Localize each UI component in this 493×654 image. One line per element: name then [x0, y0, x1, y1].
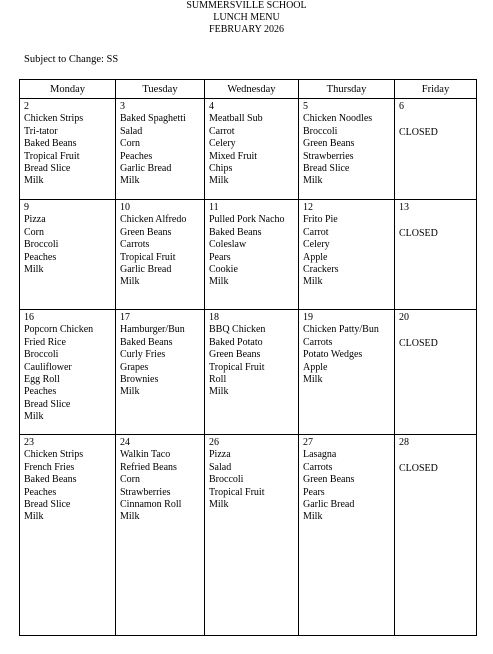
menu-item: Popcorn Chicken [24, 324, 94, 336]
menu-item: Garlic Bread [120, 264, 172, 276]
menu-item: Baked Beans [120, 336, 173, 348]
menu-item: Coleslaw [209, 239, 247, 251]
menu-item: Bread Slice [24, 398, 71, 410]
menu-item: Celery [209, 138, 236, 150]
menu-item: Milk [24, 264, 44, 276]
subject-note: Subject to Change: SS [24, 54, 119, 65]
menu-item: Green Beans [303, 474, 355, 486]
day-date: 26 [209, 437, 219, 448]
menu-item: Milk [120, 276, 140, 288]
week-row [20, 310, 477, 435]
day-date: 4 [209, 101, 214, 112]
menu-item: Celery [303, 239, 330, 251]
menu-item: Milk [120, 175, 140, 187]
menu-item: Green Beans [120, 226, 172, 238]
menu-item: Baked Beans [24, 474, 77, 486]
menu-item: Tropical Fruit [120, 251, 176, 263]
closed-label: CLOSED [399, 463, 438, 475]
menu-item: Grapes [120, 361, 149, 373]
day-cell [205, 435, 299, 636]
menu-item: French Fries [24, 461, 75, 473]
menu-item: Mixed Fruit [209, 150, 258, 162]
day-cell [20, 310, 116, 435]
day-cell [205, 99, 299, 200]
day-cell [395, 200, 477, 310]
menu-item: Peaches [24, 486, 57, 498]
menu-item: Pears [209, 251, 231, 263]
menu-item: Baked Potato [209, 336, 263, 348]
menu-item: Green Beans [303, 138, 355, 150]
menu-item: Milk [303, 374, 323, 386]
day-date: 18 [209, 312, 219, 323]
menu-item: Milk [24, 175, 44, 187]
menu-title: LUNCH MENU [213, 12, 280, 23]
menu-item: Curly Fries [120, 349, 166, 361]
menu-item: Chicken Strips [24, 113, 84, 125]
day-cell [116, 200, 205, 310]
menu-item: Fried Rice [24, 336, 66, 348]
day-date: 16 [24, 312, 34, 323]
menu-item: Refried Beans [120, 461, 177, 473]
menu-item: Carrots [303, 461, 333, 473]
menu-item: Hamburger/Bun [120, 324, 185, 336]
menu-item: Chicken Patty/Bun [303, 324, 379, 336]
menu-month: FEBRUARY 2026 [209, 24, 284, 35]
menu-item: Milk [120, 386, 140, 398]
week-row [20, 99, 477, 200]
menu-item: Salad [209, 461, 232, 473]
menu-item: Milk [209, 276, 229, 288]
school-name: SUMMERSVILLE SCHOOL [186, 0, 307, 11]
menu-item: Walkin Taco [120, 449, 171, 461]
day-date: 9 [24, 202, 29, 213]
day-cell [205, 310, 299, 435]
day-cell [395, 435, 477, 636]
menu-item: Brownies [120, 374, 159, 386]
menu-item: Baked Beans [209, 226, 262, 238]
menu-item: Bread Slice [24, 163, 71, 175]
day-date: 13 [399, 202, 409, 213]
menu-item: Cookie [209, 264, 238, 276]
week-row [20, 435, 477, 636]
day-cell [299, 200, 395, 310]
day-header-monday: Monday [20, 80, 116, 99]
day-cell [20, 435, 116, 636]
menu-item: Pizza [209, 449, 231, 461]
menu-item: Carrot [209, 125, 235, 137]
header-row [20, 80, 477, 99]
menu-item: Apple [303, 361, 328, 373]
day-cell [299, 99, 395, 200]
day-cell [116, 435, 205, 636]
day-cell [395, 310, 477, 435]
menu-item: Chicken Strips [24, 449, 84, 461]
menu-item: Potato Wedges [303, 349, 363, 361]
closed-label: CLOSED [399, 228, 438, 240]
menu-item: Green Beans [209, 349, 261, 361]
menu-item: Cinnamon Roll [120, 499, 182, 511]
menu-item: Corn [24, 226, 44, 238]
day-cell [299, 310, 395, 435]
menu-item: Garlic Bread [120, 163, 172, 175]
menu-item: Garlic Bread [303, 499, 355, 511]
menu-item: Peaches [120, 150, 153, 162]
menu-item: Roll [209, 374, 227, 386]
menu-item: Broccoli [209, 474, 244, 486]
day-cell [205, 200, 299, 310]
menu-item: Baked Spaghetti [120, 113, 186, 125]
day-date: 23 [24, 437, 34, 448]
closed-label: CLOSED [399, 338, 438, 350]
menu-item: Tropical Fruit [209, 361, 265, 373]
day-cell [395, 99, 477, 200]
menu-item: Milk [120, 511, 140, 523]
menu-item: Corn [120, 474, 140, 486]
day-header-tuesday: Tuesday [116, 80, 205, 99]
menu-item: Frito Pie [303, 214, 338, 226]
day-header-friday: Friday [395, 80, 477, 99]
day-date: 12 [303, 202, 313, 213]
menu-item: Salad [120, 125, 143, 137]
day-date: 2 [24, 101, 29, 112]
menu-item: Milk [209, 499, 229, 511]
closed-label: CLOSED [399, 127, 438, 139]
menu-table [19, 79, 477, 636]
day-date: 20 [399, 312, 409, 323]
menu-item: Milk [209, 386, 229, 398]
menu-item: Strawberries [120, 486, 171, 498]
menu-item: Meatball Sub [209, 113, 263, 125]
menu-item: Pears [303, 486, 325, 498]
day-cell [299, 435, 395, 636]
menu-item: Cauliflower [24, 361, 72, 373]
menu-item: Pizza [24, 214, 46, 226]
menu-item: Broccoli [24, 239, 59, 251]
day-cell [20, 200, 116, 310]
week-row [20, 200, 477, 310]
menu-item: Broccoli [303, 125, 338, 137]
menu-item: Corn [120, 138, 140, 150]
day-header-thursday: Thursday [299, 80, 395, 99]
menu-item: Chicken Noodles [303, 113, 373, 125]
menu-item: Bread Slice [303, 163, 350, 175]
menu-item: Broccoli [24, 349, 59, 361]
menu-item: BBQ Chicken [209, 324, 266, 336]
menu-item: Peaches [24, 251, 57, 263]
day-cell [116, 99, 205, 200]
menu-item: Milk [303, 511, 323, 523]
menu-item: Chips [209, 163, 233, 175]
menu-item: Carrot [303, 226, 329, 238]
day-date: 10 [120, 202, 130, 213]
day-date: 6 [399, 101, 404, 112]
menu-item: Milk [24, 511, 44, 523]
menu-item: Milk [303, 276, 323, 288]
menu-item: Chicken Alfredo [120, 214, 187, 226]
menu-item: Milk [303, 175, 323, 187]
day-date: 17 [120, 312, 130, 323]
menu-item: Tropical Fruit [24, 150, 80, 162]
day-date: 27 [303, 437, 313, 448]
menu-item: Carrots [303, 336, 333, 348]
menu-item: Strawberries [303, 150, 354, 162]
day-cell [20, 99, 116, 200]
day-date: 28 [399, 437, 409, 448]
menu-item: Lasagna [303, 449, 337, 461]
day-date: 24 [120, 437, 130, 448]
menu-item: Pulled Pork Nacho [209, 214, 285, 226]
day-date: 3 [120, 101, 125, 112]
menu-item: Milk [209, 175, 229, 187]
day-date: 11 [209, 202, 219, 213]
day-header-wednesday: Wednesday [205, 80, 299, 99]
menu-item: Bread Slice [24, 499, 71, 511]
menu-item: Apple [303, 251, 328, 263]
day-cell [116, 310, 205, 435]
menu-item: Baked Beans [24, 138, 77, 150]
menu-item: Carrots [120, 239, 150, 251]
menu-item: Milk [24, 411, 44, 423]
day-date: 5 [303, 101, 308, 112]
menu-item: Tropical Fruit [209, 486, 265, 498]
menu-item: Tri-tator [24, 125, 58, 137]
menu-item: Peaches [24, 386, 57, 398]
day-date: 19 [303, 312, 313, 323]
menu-item: Crackers [303, 264, 339, 276]
menu-item: Egg Roll [24, 374, 60, 386]
